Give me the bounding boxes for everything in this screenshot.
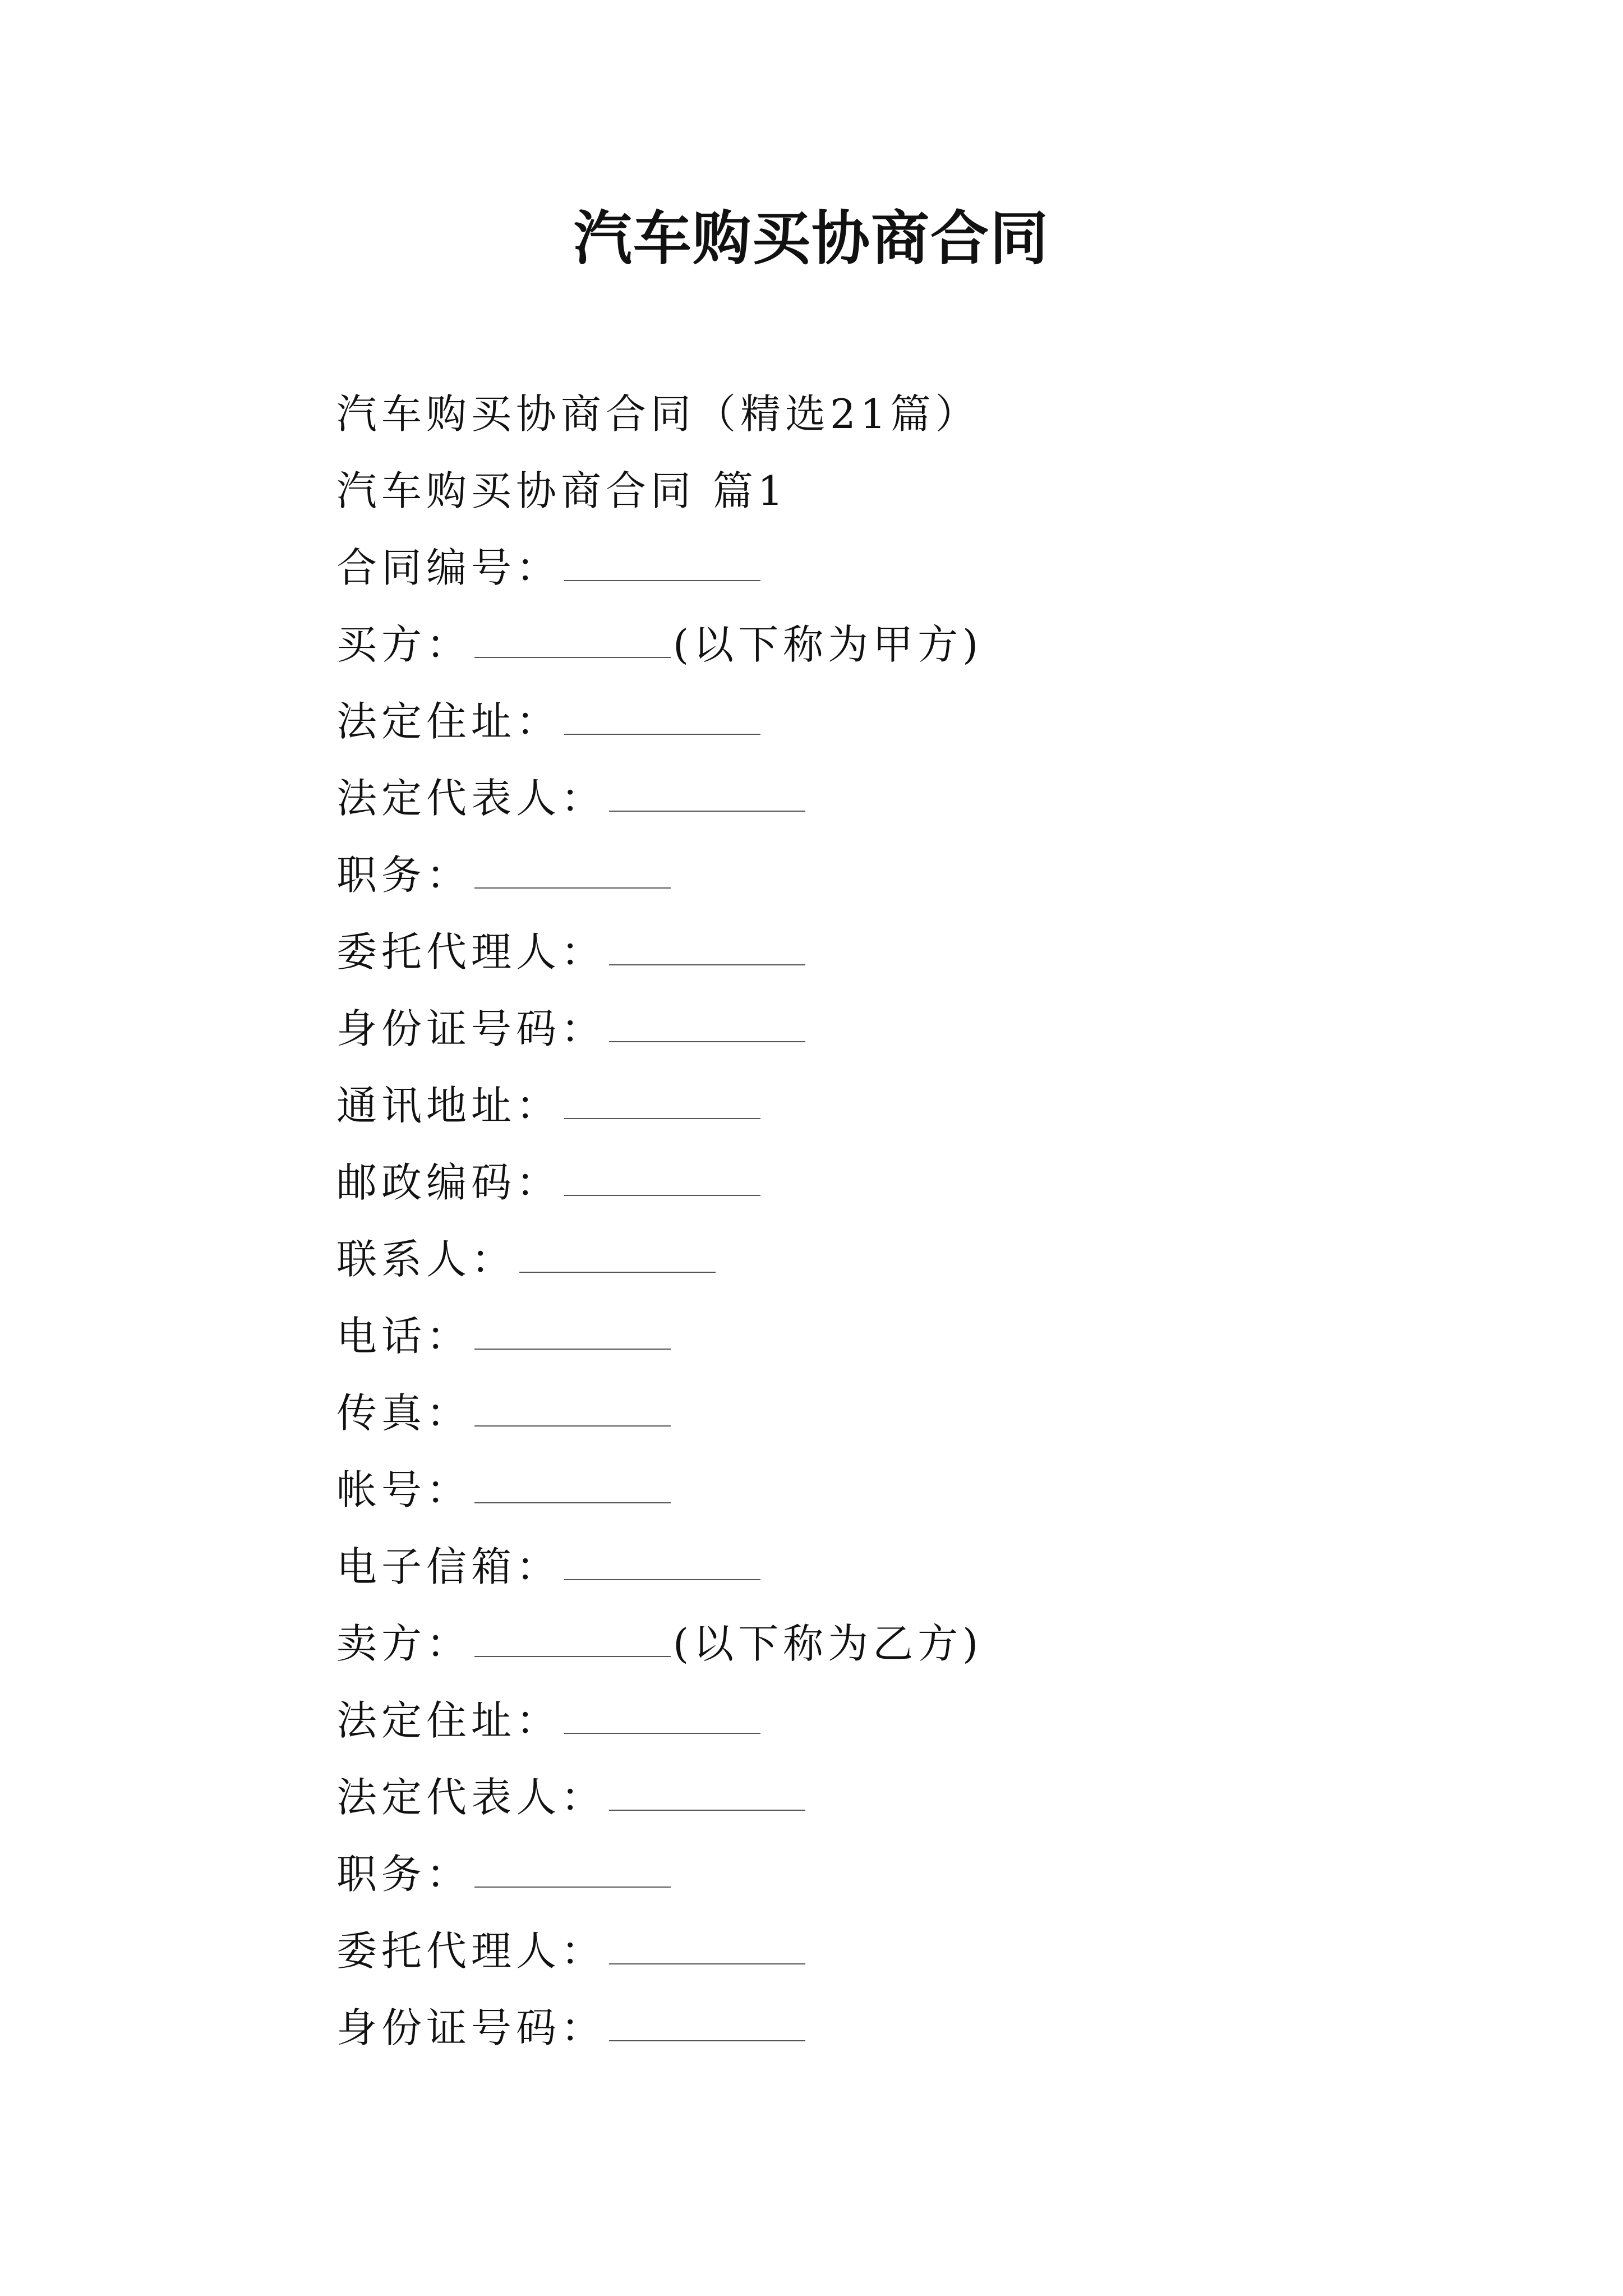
field-seller-address (336, 1682, 1458, 1759)
blank-fill-line (474, 1349, 671, 1350)
field-label: 职务： (336, 852, 472, 899)
field-label: 通讯地址： (336, 1082, 561, 1129)
field-buyer-legal-rep (336, 760, 1458, 837)
field-suffix: (以下称为乙方) (673, 1620, 983, 1667)
field-label: 买方： (336, 621, 472, 668)
blank-fill-line (564, 1118, 760, 1119)
field-label: 联系人： (336, 1236, 517, 1283)
field-label: 身份证号码： (336, 2004, 606, 2051)
blank-fill-line (609, 2040, 805, 2041)
field-label: 电话： (336, 1313, 472, 1360)
field-seller-id (336, 1990, 1458, 2067)
blank-fill-line (609, 1041, 805, 1042)
subtitle-line (336, 376, 1458, 453)
field-label: 委托代理人： (336, 1927, 606, 1975)
field-contract-no (336, 530, 1458, 606)
field-buyer-address (336, 683, 1458, 760)
blank-fill-line (564, 734, 760, 735)
field-label: 职务： (336, 1851, 472, 1898)
field-buyer-agent (336, 914, 1458, 991)
field-label: 法定代表人： (336, 1774, 606, 1821)
field-label: 合同编号： (336, 544, 561, 591)
blank-fill-line (474, 887, 671, 889)
blank-fill-line (609, 1963, 805, 1964)
field-buyer (336, 606, 1458, 683)
section-heading-text: 汽车购买协商合同 篇1 (336, 467, 788, 514)
blank-fill-line (474, 1502, 671, 1503)
blank-fill-line (474, 1656, 671, 1657)
blank-fill-line (474, 657, 671, 658)
blank-fill-line (564, 1195, 760, 1196)
blank-fill-line (564, 1579, 760, 1580)
document-body (336, 376, 1458, 2067)
field-label: 邮政编码： (336, 1159, 561, 1206)
field-buyer-email (336, 1529, 1458, 1605)
field-buyer-position (336, 837, 1458, 914)
field-buyer-postcode (336, 1144, 1458, 1221)
field-seller-agent (336, 1913, 1458, 1990)
field-seller (336, 1605, 1458, 1682)
blank-fill-line (609, 964, 805, 965)
field-buyer-mail-address (336, 1068, 1458, 1144)
field-seller-position (336, 1836, 1458, 1913)
field-label: 电子信箱： (336, 1543, 561, 1590)
field-label: 身份证号码： (336, 1005, 606, 1052)
field-label: 法定住址： (336, 1697, 561, 1744)
subtitle-text: 汽车购买协商合同（精选21篇） (336, 390, 980, 438)
blank-fill-line (474, 1425, 671, 1427)
blank-fill-line (474, 1887, 671, 1888)
field-label: 委托代理人： (336, 928, 606, 976)
field-label: 帐号： (336, 1466, 472, 1513)
field-buyer-id (336, 991, 1458, 1068)
field-label: 法定住址： (336, 698, 561, 745)
blank-fill-line (564, 1733, 760, 1734)
field-buyer-phone (336, 1298, 1458, 1375)
field-label: 卖方： (336, 1620, 472, 1667)
blank-fill-line (519, 1272, 716, 1273)
blank-fill-line (609, 1810, 805, 1811)
field-label: 传真： (336, 1389, 472, 1437)
section-heading (336, 453, 1458, 530)
field-label: 法定代表人： (336, 775, 606, 822)
field-buyer-fax (336, 1375, 1458, 1452)
blank-fill-line (609, 811, 805, 812)
field-suffix: (以下称为甲方) (673, 621, 983, 668)
blank-fill-line (564, 580, 760, 581)
field-buyer-account (336, 1452, 1458, 1529)
field-seller-legal-rep (336, 1759, 1458, 1836)
document-title: 汽车购买协商合同 (573, 204, 1049, 273)
field-buyer-contact (336, 1221, 1458, 1298)
